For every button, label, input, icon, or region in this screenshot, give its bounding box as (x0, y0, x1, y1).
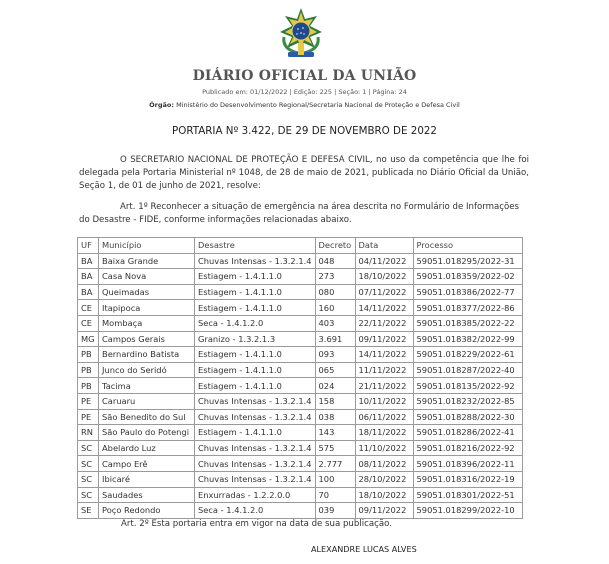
table-row (78, 487, 523, 503)
cell-processo: 59051.018135/2022-92 (413, 378, 522, 394)
cell-decreto: 3.691 (315, 331, 355, 347)
cell-processo: 59051.018229/2022-61 (413, 347, 522, 363)
cell-decreto: 70 (315, 487, 355, 503)
cell-decreto: 093 (315, 347, 355, 363)
cell-desastre: Chuvas Intensas - 1.3.2.1.4 (195, 409, 316, 425)
cell-processo: 59051.018382/2022-99 (413, 331, 522, 347)
paragraph-art1: Art. 1º Reconhecer a situação de emergência na área descrita no Formulário de Informações do Desastre - FIDE, conforme informações relacionadas abaixo. (79, 202, 520, 225)
cell-processo: 59051.018396/2022-11 (413, 456, 522, 472)
cell-data: 10/11/2022 (355, 393, 413, 409)
cell-desastre: Chuvas Intensas - 1.3.2.1.4 (195, 456, 316, 472)
cell-processo: 59051.018288/2022-30 (413, 409, 522, 425)
orgao-line (0, 101, 609, 109)
cell-processo: 59051.018359/2022-02 (413, 269, 522, 285)
cell-uf: CE (78, 315, 99, 331)
cell-decreto: 143 (315, 425, 355, 441)
cell-desastre: Chuvas Intensas - 1.3.2.1.4 (195, 253, 316, 269)
cell-municipio: Abelardo Luz (99, 440, 195, 456)
cell-processo: 59051.018232/2022-85 (413, 393, 522, 409)
cell-processo: 59051.018216/2022-92 (413, 440, 522, 456)
cell-data: 04/11/2022 (355, 253, 413, 269)
cell-decreto: 403 (315, 315, 355, 331)
cell-uf: PB (78, 378, 99, 394)
cell-municipio: Junco do Seridó (99, 362, 195, 378)
cell-desastre: Estiagem - 1.4.1.1.0 (195, 347, 316, 363)
cell-data: 11/10/2022 (355, 440, 413, 456)
cell-data: 06/11/2022 (355, 409, 413, 425)
cell-uf: SE (78, 503, 99, 519)
cell-municipio: São Paulo do Potengi (99, 425, 195, 441)
cell-decreto: 160 (315, 300, 355, 316)
cell-municipio: Campo Erê (99, 456, 195, 472)
cell-desastre: Estiagem - 1.4.1.1.0 (195, 269, 316, 285)
cell-decreto: 100 (315, 471, 355, 487)
cell-municipio: Bernardino Batista (99, 347, 195, 363)
cell-municipio: São Benedito do Sul (99, 409, 195, 425)
cell-desastre: Chuvas Intensas - 1.3.2.1.4 (195, 440, 316, 456)
table-row (78, 440, 523, 456)
cell-uf: RN (78, 425, 99, 441)
table-row (78, 393, 523, 409)
table-header-row (78, 238, 523, 254)
cell-desastre: Enxurradas - 1.2.2.0.0 (195, 487, 316, 503)
header-desastre: Desastre (195, 238, 316, 254)
cell-municipio: Campos Gerais (99, 331, 195, 347)
cell-data: 18/10/2022 (355, 269, 413, 285)
table-row (78, 284, 523, 300)
table-row (78, 425, 523, 441)
newspaper-title: DIÁRIO OFICIAL DA UNIÃO (192, 68, 417, 84)
cell-uf: BA (78, 269, 99, 285)
cell-data: 14/11/2022 (355, 347, 413, 363)
signature: ALEXANDRE LUCAS ALVES (311, 544, 417, 554)
cell-desastre: Estiagem - 1.4.1.1.0 (195, 425, 316, 441)
cell-decreto: 038 (315, 409, 355, 425)
cell-processo: 59051.018299/2022-10 (413, 503, 522, 519)
cell-data: 21/11/2022 (355, 378, 413, 394)
cell-desastre: Seca - 1.4.1.2.0 (195, 503, 316, 519)
header-uf: UF (78, 238, 99, 254)
paragraph-art2: Art. 2º Esta portaria entra em vigor na data de sua publicação. (121, 519, 392, 529)
cell-desastre: Estiagem - 1.4.1.1.0 (195, 378, 316, 394)
table-row (78, 456, 523, 472)
brasao-republica-icon (276, 7, 326, 59)
cell-municipio: Queimadas (99, 284, 195, 300)
portaria-title: PORTARIA Nº 3.422, DE 29 DE NOVEMBRO DE 2022 (172, 125, 437, 137)
cell-desastre: Chuvas Intensas - 1.3.2.1.4 (195, 471, 316, 487)
paragraph-preamble: O SECRETARIO NACIONAL DE PROTEÇÃO E DEFESA CIVIL, no uso da competência que lhe foi delegada pela Portaria Ministerial nº 1048, de 28 de maio de 2021, publicada no Diário Oficial da União, Seção 1, de 01 de junho de 2021, resolve: (79, 155, 529, 191)
cell-uf: BA (78, 253, 99, 269)
cell-data: 09/11/2022 (355, 503, 413, 519)
header-decreto: Decreto (315, 238, 355, 254)
cell-data: 18/10/2022 (355, 487, 413, 503)
table-row (78, 471, 523, 487)
table-row (78, 253, 523, 269)
cell-data: 28/10/2022 (355, 471, 413, 487)
table-row (78, 269, 523, 285)
cell-processo: 59051.018316/2022-19 (413, 471, 522, 487)
cell-uf: PE (78, 409, 99, 425)
cell-municipio: Caruaru (99, 393, 195, 409)
cell-desastre: Estiagem - 1.4.1.1.0 (195, 284, 316, 300)
cell-processo: 59051.018287/2022-40 (413, 362, 522, 378)
cell-uf: SC (78, 440, 99, 456)
cell-uf: SC (78, 487, 99, 503)
cell-processo: 59051.018301/2022-51 (413, 487, 522, 503)
table-row (78, 315, 523, 331)
cell-uf: CE (78, 300, 99, 316)
cell-decreto: 273 (315, 269, 355, 285)
table-body (78, 253, 523, 518)
emergency-table (77, 237, 523, 519)
cell-processo: 59051.018295/2022-31 (413, 253, 522, 269)
orgao-text: Ministério do Desenvolvimento Regional/Secretaria Nacional de Proteção e Defesa Civil (176, 101, 460, 109)
cell-data: 11/11/2022 (355, 362, 413, 378)
cell-uf: PB (78, 362, 99, 378)
cell-municipio: Poço Redondo (99, 503, 195, 519)
table-row (78, 378, 523, 394)
cell-data: 09/11/2022 (355, 331, 413, 347)
cell-municipio: Saudades (99, 487, 195, 503)
cell-decreto: 2.777 (315, 456, 355, 472)
cell-decreto: 575 (315, 440, 355, 456)
cell-decreto: 024 (315, 378, 355, 394)
cell-decreto: 065 (315, 362, 355, 378)
table-row (78, 409, 523, 425)
cell-decreto: 039 (315, 503, 355, 519)
publication-info: Publicado em: 01/12/2022 | Edição: 225 | Seção: 1 | Página: 24 (202, 88, 407, 96)
cell-data: 18/11/2022 (355, 425, 413, 441)
cell-uf: SC (78, 471, 99, 487)
cell-decreto: 080 (315, 284, 355, 300)
table-row (78, 347, 523, 363)
cell-desastre: Estiagem - 1.4.1.1.0 (195, 300, 316, 316)
table-row (78, 331, 523, 347)
cell-municipio: Ibicaré (99, 471, 195, 487)
cell-decreto: 158 (315, 393, 355, 409)
cell-uf: MG (78, 331, 99, 347)
cell-desastre: Estiagem - 1.4.1.1.0 (195, 362, 316, 378)
cell-data: 08/11/2022 (355, 456, 413, 472)
cell-municipio: Mombaça (99, 315, 195, 331)
table-row (78, 503, 523, 519)
cell-uf: BA (78, 284, 99, 300)
cell-uf: PB (78, 347, 99, 363)
header-municipio: Município (99, 238, 195, 254)
cell-processo: 59051.018386/2022-77 (413, 284, 522, 300)
cell-uf: PE (78, 393, 99, 409)
cell-municipio: Casa Nova (99, 269, 195, 285)
cell-processo: 59051.018286/2022-41 (413, 425, 522, 441)
cell-desastre: Chuvas Intensas - 1.3.2.1.4 (195, 393, 316, 409)
header-processo: Processo (413, 238, 522, 254)
cell-data: 14/11/2022 (355, 300, 413, 316)
orgao-label: Órgão: (149, 101, 174, 109)
cell-municipio: Baixa Grande (99, 253, 195, 269)
table-row (78, 300, 523, 316)
cell-processo: 59051.018385/2022-22 (413, 315, 522, 331)
cell-desastre: Seca - 1.4.1.2.0 (195, 315, 316, 331)
cell-data: 22/11/2022 (355, 315, 413, 331)
cell-data: 07/11/2022 (355, 284, 413, 300)
cell-decreto: 048 (315, 253, 355, 269)
cell-desastre: Granizo - 1.3.2.1.3 (195, 331, 316, 347)
cell-processo: 59051.018377/2022-86 (413, 300, 522, 316)
cell-municipio: Tacima (99, 378, 195, 394)
table-row (78, 362, 523, 378)
header-data: Data (355, 238, 413, 254)
cell-uf: SC (78, 456, 99, 472)
cell-municipio: Itapipoca (99, 300, 195, 316)
